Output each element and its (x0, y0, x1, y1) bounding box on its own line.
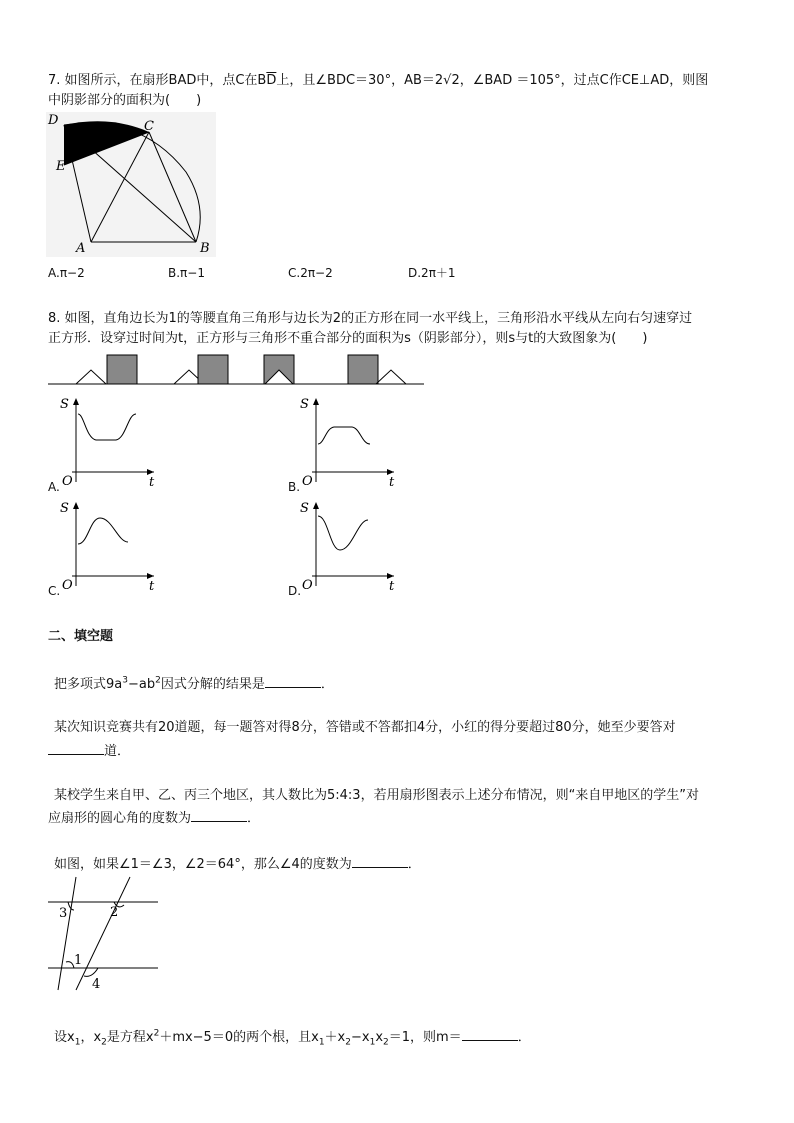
fill2-answer-blank[interactable] (48, 740, 104, 755)
graph-b (298, 394, 398, 486)
fill3-end: ． (247, 811, 261, 826)
label-t: t (149, 475, 155, 486)
fill5-sub4: 2 (345, 1037, 351, 1048)
fill1-sup2: 2 (155, 675, 161, 686)
q8-option-c[interactable]: C. (48, 584, 61, 598)
label-o: O (302, 578, 313, 590)
label-s: S (300, 501, 309, 516)
q7-option-c[interactable]: C.2π−2 (288, 266, 333, 280)
section-title: 二、填空题 (48, 629, 114, 644)
s-axis-arrow (313, 398, 319, 405)
fill5-text-e: ＋x (324, 1030, 346, 1045)
label-d: D (48, 113, 59, 128)
label-s: S (60, 397, 69, 412)
s-axis-arrow (73, 398, 79, 405)
q7-line2 (48, 92, 201, 110)
fill1-end: ． (320, 677, 334, 692)
fill5-text-b: ，x (80, 1030, 102, 1045)
curve-d (318, 516, 368, 550)
fill4-angle-figure (46, 872, 161, 994)
square-stage1 (107, 355, 137, 384)
q7-sector-figure (46, 112, 216, 257)
s-axis-arrow (313, 502, 319, 509)
fill5-text-f: −x (350, 1030, 370, 1045)
q7-text-b: 上，且∠BDC＝30°，AB＝2 (276, 73, 444, 88)
curve-b (318, 427, 370, 444)
fill1-line (54, 673, 334, 694)
label-s: S (300, 397, 309, 412)
graph-a (58, 394, 158, 486)
q8-option-a[interactable]: A. (48, 480, 60, 494)
fill4-answer-blank[interactable] (352, 853, 408, 868)
fill5-sup: 2 (153, 1028, 160, 1039)
triangle-stage1 (76, 370, 106, 384)
fill2-line1: 某次知识竞赛共有20道题，每一题答对得8分，答错或不答都扣4分，小红的得分要超过80分，她至少要答对 (54, 720, 676, 735)
label-t: t (149, 579, 155, 590)
graph-c (58, 498, 158, 590)
fill3-line1: 某校学生来自甲、乙、丙三个地区，其人数比为5:4:3，若用扇形图表示上述分布情况，则“来自甲地区的学生”对 (54, 788, 700, 803)
fill3-text: 应扇形的圆心角的度数为 (48, 811, 192, 826)
q7-option-b[interactable]: B.π−1 (168, 266, 205, 280)
q7-option-d[interactable]: D.2π＋1 (408, 266, 456, 280)
square-stage2 (198, 355, 228, 384)
label-e: E (56, 159, 66, 174)
q8-option-b[interactable]: B. (288, 480, 301, 494)
q7-text-a: 7. 如图所示，在扇形BAD中，点C在B (48, 73, 267, 88)
q8-line2: 正方形．设穿过时间为t，正方形与三角形不重合部分的面积为s（阴影部分），则s与t的大致图象为( ) (48, 331, 648, 346)
fill1-answer-blank[interactable] (265, 673, 321, 688)
fill5-sub2: 2 (101, 1037, 107, 1048)
curve-a (78, 414, 136, 440)
fill5-text-a: 设x (54, 1030, 75, 1045)
fill2-end: 道． (104, 744, 131, 759)
graph-d (298, 498, 398, 590)
fill5-text-h: ＝1，则m＝ (388, 1030, 462, 1045)
fill5-line (54, 1026, 531, 1047)
q7-text-c: ，∠BAD ＝105°，过点C作CE⊥AD，则图 (459, 73, 709, 88)
fill4-end: ． (407, 857, 421, 872)
q7-arc-d: $\overline{D}$ (266, 73, 277, 88)
fill5-end: ． (517, 1030, 531, 1045)
fill5-text-d: ＋mx−5＝0的两个根，且x (159, 1030, 319, 1045)
label-angle2: 2 (110, 905, 119, 920)
label-b: B (200, 241, 210, 256)
fill5-sub5: 1 (369, 1037, 376, 1048)
right-transversal (76, 877, 130, 990)
fill5-sub6: 2 (383, 1037, 389, 1048)
fill5-sub1: 1 (74, 1037, 81, 1048)
s-axis-arrow (73, 502, 79, 509)
fill4-text: 如图，如果∠1＝∠3，∠2＝64°，那么∠4的度数为 (54, 857, 352, 872)
fill4-line (54, 853, 421, 874)
label-angle1: 1 (74, 953, 83, 968)
fill1-text-c: 因式分解的结果是 (160, 677, 265, 692)
fill5-answer-blank[interactable] (462, 1026, 518, 1041)
label-t: t (389, 475, 395, 486)
label-o: O (62, 474, 73, 486)
label-o: O (62, 578, 73, 590)
q7-line1 (48, 72, 708, 90)
q7-option-a[interactable]: A.π−2 (48, 266, 85, 280)
label-angle3: 3 (59, 906, 68, 921)
label-a: A (76, 241, 86, 256)
label-c: C (144, 119, 154, 134)
curve-c (78, 518, 128, 544)
fill5-text-g: x (375, 1030, 384, 1045)
label-angle4: 4 (92, 977, 101, 992)
fill3-line2 (48, 807, 260, 828)
fill1-text-a: 把多项式9a (54, 677, 123, 692)
fill5-text-c: 是方程x (106, 1030, 154, 1045)
triangle-stage4 (376, 370, 406, 384)
angle1-arc (66, 962, 74, 968)
fill1-text-b: −ab (127, 677, 156, 692)
fill2-line2 (48, 740, 130, 761)
label-s: S (60, 501, 69, 516)
fill5-sub3: 1 (318, 1037, 325, 1048)
q8-option-d[interactable]: D. (288, 584, 302, 598)
square-stage4 (348, 355, 378, 384)
label-t: t (389, 579, 395, 590)
q8-line1: 8. 如图，直角边长为1的等腰直角三角形与边长为2的正方形在同一水平线上，三角形沿水平线从左向右匀速穿过 (48, 311, 693, 326)
q7-text-line2: 中阴影部分的面积为( ) (48, 93, 202, 108)
left-transversal (58, 877, 76, 990)
fill3-answer-blank[interactable] (191, 807, 247, 822)
fill1-sup1: 3 (122, 675, 128, 686)
q8-motion-figure (46, 352, 426, 388)
label-o: O (302, 474, 313, 486)
q7-sqrt: √2 (443, 73, 460, 88)
